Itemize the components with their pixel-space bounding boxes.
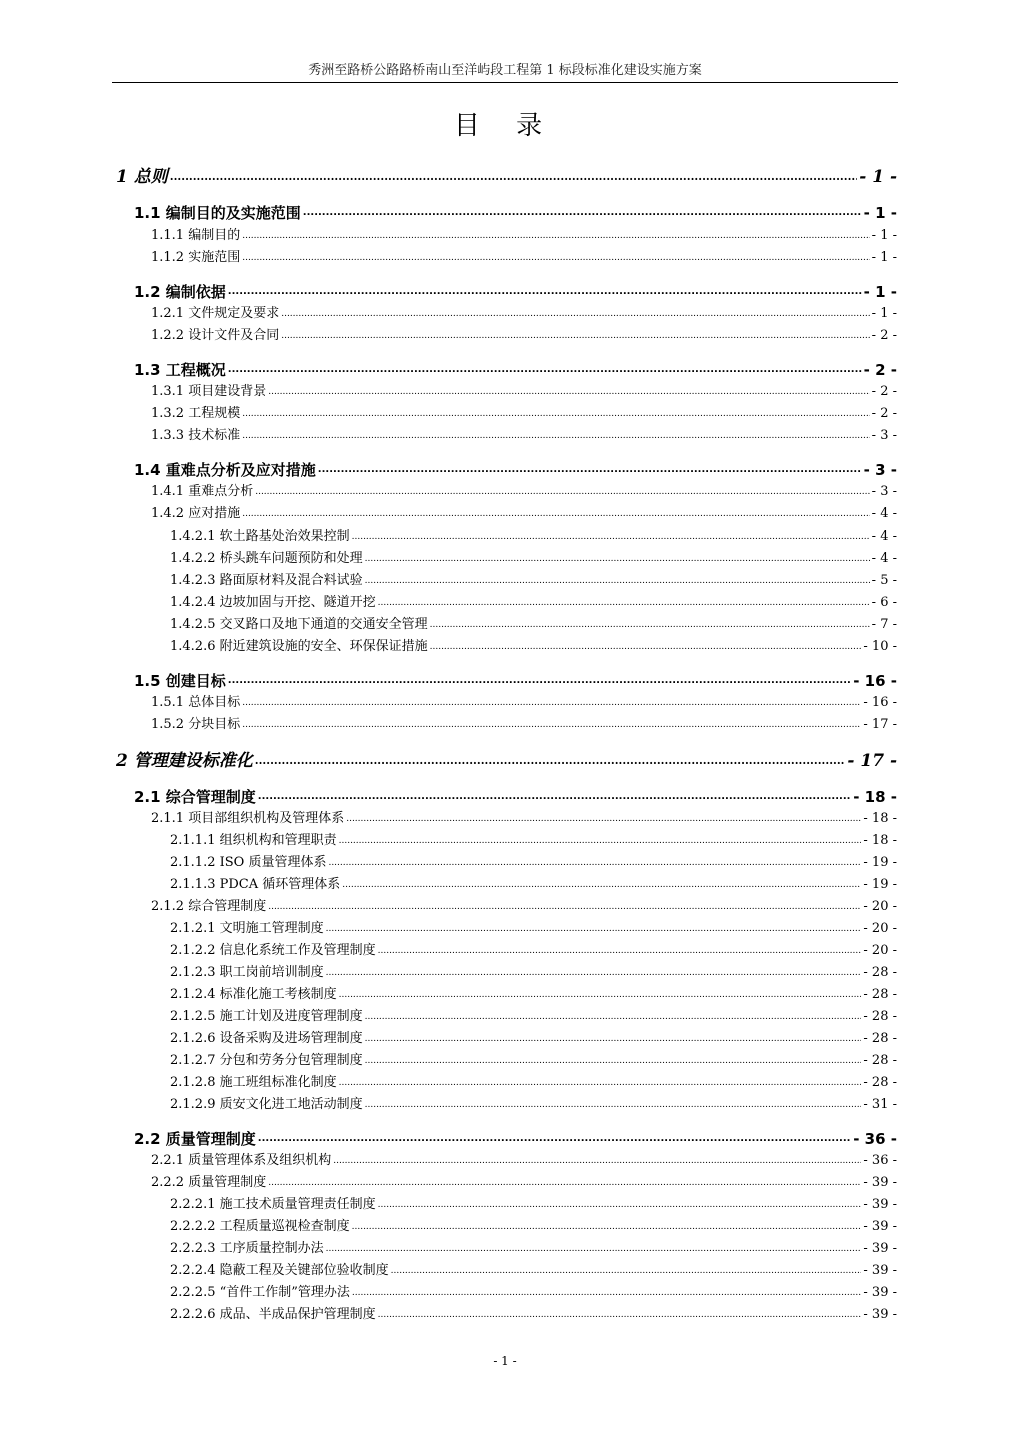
toc-entry[interactable]	[170, 962, 897, 984]
toc-entry-page: - 5 -	[871, 573, 897, 588]
toc-entry-title: 2.1.2.3 职工岗前培训制度	[170, 965, 324, 980]
toc-entry-title: 1.2 编制依据	[134, 283, 226, 301]
toc-entry-page: - 31 -	[863, 1097, 897, 1112]
toc-entry-title: 1.4.2.3 路面原材料及混合料试验	[170, 573, 363, 588]
toc-entry-title: 2.1.2.4 标准化施工考核制度	[170, 987, 337, 1002]
toc-dot-leader	[365, 1050, 862, 1072]
toc-entry-title: 1.1 编制目的及实施范围	[134, 204, 301, 222]
toc-dot-leader	[365, 1028, 862, 1050]
toc-entry-page: - 2 -	[871, 384, 897, 399]
toc-entry[interactable]	[151, 692, 897, 714]
toc-entry-page: - 1 -	[863, 204, 897, 222]
toc-entry-title: 1.4.1 重难点分析	[151, 484, 254, 499]
toc-entry[interactable]	[151, 403, 897, 425]
toc-dot-leader	[242, 403, 869, 425]
toc-entry[interactable]	[151, 896, 897, 918]
toc-entry-page: - 28 -	[863, 987, 897, 1002]
toc-entry-title: 1.5.2 分块目标	[151, 717, 241, 732]
toc-dot-leader	[430, 636, 862, 658]
toc-dot-leader	[242, 714, 861, 736]
toc-entry-title: 1.4.2.2 桥头跳车问题预防和处理	[170, 551, 363, 566]
toc-entry-title: 1.3.1 项目建设背景	[151, 384, 267, 399]
toc-entry[interactable]	[151, 247, 897, 269]
toc-entry[interactable]	[170, 592, 897, 614]
toc-entry-page: - 7 -	[871, 617, 897, 632]
toc-entry[interactable]	[170, 1216, 897, 1238]
toc-entry[interactable]	[151, 225, 897, 247]
toc-entry-title: 2.2.2.6 成品、半成品保护管理制度	[170, 1307, 376, 1322]
toc-entry-title: 2.1.2.5 施工计划及进度管理制度	[170, 1009, 363, 1024]
toc-entry-page: - 17 -	[847, 751, 897, 771]
toc-entry-page: - 19 -	[863, 855, 897, 870]
toc-entry-title: 1.4.2.6 附近建筑设施的安全、环保保证措施	[170, 639, 428, 654]
toc-entry[interactable]	[134, 1128, 897, 1150]
toc-entry-title: 1.5 创建目标	[134, 672, 226, 690]
toc-entry-title: 2.2.2.4 隐蔽工程及关键部位验收制度	[170, 1263, 389, 1278]
toc-entry-page: - 4 -	[871, 506, 897, 521]
toc-dot-leader	[339, 1072, 862, 1094]
toc-entry-title: 2.1.2.2 信息化系统工作及管理制度	[170, 943, 376, 958]
toc-entry-title: 1.4.2.4 边坡加固与开挖、隧道开挖	[170, 595, 376, 610]
toc-entry-title: 2.1.1.3 PDCA 循环管理体系	[170, 877, 341, 892]
toc-entry-page: - 39 -	[863, 1263, 897, 1278]
toc-dot-leader	[242, 225, 869, 247]
toc-entry[interactable]	[170, 1260, 897, 1282]
toc-entry[interactable]	[151, 503, 897, 525]
toc-dot-leader	[281, 325, 869, 347]
toc-entry-title: 2.2.2 质量管理制度	[151, 1175, 267, 1190]
toc-dot-leader	[326, 1238, 862, 1260]
toc-entry-page: - 39 -	[863, 1197, 897, 1212]
toc-entry-page: - 20 -	[863, 899, 897, 914]
toc-entry-page: - 39 -	[863, 1219, 897, 1234]
toc-entry-title: 2.2.2.5 “首件工作制”管理办法	[170, 1285, 350, 1300]
toc-entry[interactable]	[170, 940, 897, 962]
toc-entry-title: 2.1.1 项目部组织机构及管理体系	[151, 811, 345, 826]
toc-entry[interactable]	[170, 636, 897, 658]
toc-dot-leader	[378, 1304, 862, 1326]
toc-entry[interactable]	[134, 670, 897, 692]
toc-dot-leader	[242, 425, 869, 447]
toc-entry-title: 1.2.1 文件规定及要求	[151, 306, 280, 321]
toc-dot-leader	[365, 570, 870, 592]
toc-entry-page: - 1 -	[871, 228, 897, 243]
toc-entry[interactable]	[170, 526, 897, 548]
toc-dot-leader	[352, 1282, 862, 1304]
toc-dot-leader	[228, 281, 862, 303]
toc-dot-leader	[228, 670, 851, 692]
toc-dot-leader	[255, 749, 846, 773]
toc-entry-title: 2.1.1.1 组织机构和管理职责	[170, 833, 337, 848]
toc-entry-title: 2.1.2 综合管理制度	[151, 899, 267, 914]
toc-dot-leader	[303, 202, 862, 224]
toc-entry-page: - 28 -	[863, 1053, 897, 1068]
toc-entry[interactable]	[151, 1172, 897, 1194]
toc-entry-title: 2.2.2.3 工序质量控制办法	[170, 1241, 324, 1256]
toc-dot-leader	[326, 962, 862, 984]
toc-dot-leader	[268, 381, 869, 403]
toc-entry-title: 2.1.2.9 质安文化进工地活动制度	[170, 1097, 363, 1112]
running-header: 秀洲至路桥公路路桥南山至洋屿段工程第 1 标段标准化建设实施方案	[308, 63, 702, 78]
toc-entry-page: - 3 -	[871, 428, 897, 443]
toc-entry-title: 1.4 重难点分析及应对措施	[134, 461, 316, 479]
toc-entry-page: - 1 -	[863, 283, 897, 301]
toc-dot-leader	[365, 548, 870, 570]
toc-dot-leader	[339, 984, 862, 1006]
toc-dot-leader	[258, 786, 851, 808]
toc-entry-title: 2.1 综合管理制度	[134, 788, 256, 806]
toc-entry[interactable]	[134, 786, 897, 808]
toc-entry-title: 2 管理建设标准化	[116, 751, 253, 771]
toc-entry-page: - 4 -	[871, 529, 897, 544]
toc-entry-page: - 18 -	[863, 811, 897, 826]
toc-entry-title: 1.1.2 实施范围	[151, 250, 241, 265]
toc-entry[interactable]	[151, 425, 897, 447]
toc-dot-leader	[339, 830, 862, 852]
toc-entry-title: 1.3 工程概况	[134, 361, 226, 379]
toc-dot-leader	[333, 1150, 861, 1172]
toc-entry-page: - 3 -	[863, 461, 897, 479]
toc-entry-page: - 16 -	[853, 672, 897, 690]
toc-entry-title: 2.1.2.1 文明施工管理制度	[170, 921, 324, 936]
toc-entry[interactable]	[151, 714, 897, 736]
toc-entry-title: 2.2.2.2 工程质量巡视检查制度	[170, 1219, 350, 1234]
toc-entry-title: 2.1.2.8 施工班组标准化制度	[170, 1075, 337, 1090]
toc-entry[interactable]	[170, 1072, 897, 1094]
toc-entry-page: - 28 -	[863, 965, 897, 980]
toc-entry[interactable]	[134, 281, 897, 303]
toc-entry[interactable]	[170, 570, 897, 592]
toc-entry-page: - 17 -	[863, 717, 897, 732]
toc-entry[interactable]	[116, 749, 897, 773]
toc-entry[interactable]	[170, 1282, 897, 1304]
toc-entry-title: 1.3.2 工程规模	[151, 406, 241, 421]
toc-entry[interactable]	[151, 381, 897, 403]
toc-entry[interactable]	[170, 1050, 897, 1072]
toc-entry-title: 2.1.2.7 分包和劳务分包管理制度	[170, 1053, 363, 1068]
header-rule	[112, 82, 898, 83]
toc-entry-page: - 4 -	[871, 551, 897, 566]
toc-entry-page: - 18 -	[863, 833, 897, 848]
toc-entry[interactable]	[170, 1194, 897, 1216]
toc-entry-page: - 28 -	[863, 1009, 897, 1024]
toc-entry-page: - 20 -	[863, 943, 897, 958]
toc-entry-page: - 2 -	[863, 361, 897, 379]
toc-dot-leader	[228, 359, 862, 381]
page-number: - 1 -	[493, 1354, 517, 1368]
toc-entry[interactable]	[151, 325, 897, 347]
toc-entry[interactable]	[151, 481, 897, 503]
toc-entry-page: - 1 -	[871, 306, 897, 321]
toc-entry[interactable]	[151, 808, 897, 830]
toc-dot-leader	[352, 526, 870, 548]
toc-entry-page: - 39 -	[863, 1241, 897, 1256]
toc-entry-title: 1.1.1 编制目的	[151, 228, 241, 243]
toc-title: 目 录	[453, 111, 557, 141]
toc-entry[interactable]	[170, 548, 897, 570]
toc-entry[interactable]	[151, 303, 897, 325]
toc-dot-leader	[281, 303, 869, 325]
toc-entry-title: 2.1.1.2 ISO 质量管理体系	[170, 855, 327, 870]
toc-entry-page: - 39 -	[863, 1307, 897, 1322]
toc-dot-leader	[391, 1260, 862, 1282]
toc-dot-leader	[268, 896, 861, 918]
toc-dot-leader	[378, 592, 870, 614]
toc-dot-leader	[352, 1216, 862, 1238]
toc-entry-page: - 2 -	[871, 406, 897, 421]
toc-entry-title: 2.2.2.1 施工技术质量管理责任制度	[170, 1197, 376, 1212]
toc-entry-title: 2.2.1 质量管理体系及组织机构	[151, 1153, 332, 1168]
toc-entry-title: 2.1.2.6 设备采购及进场管理制度	[170, 1031, 363, 1046]
toc-dot-leader	[255, 481, 869, 503]
toc-entry-title: 1 总则	[116, 167, 168, 187]
toc-dot-leader	[365, 1094, 862, 1116]
toc-entry[interactable]	[170, 1094, 897, 1116]
toc-entry-page: - 28 -	[863, 1075, 897, 1090]
toc-entry-title: 2.2 质量管理制度	[134, 1130, 256, 1148]
toc-entry-page: - 28 -	[863, 1031, 897, 1046]
toc-entry-page: - 3 -	[871, 484, 897, 499]
toc-entry-title: 1.5.1 总体目标	[151, 695, 241, 710]
toc-dot-leader	[378, 940, 862, 962]
toc-dot-leader	[342, 874, 861, 896]
toc-dot-leader	[268, 1172, 861, 1194]
toc-dot-leader	[378, 1194, 862, 1216]
toc-entry-title: 1.4.2 应对措施	[151, 506, 241, 521]
toc-entry-page: - 36 -	[863, 1153, 897, 1168]
toc-entry-page: - 6 -	[871, 595, 897, 610]
toc-dot-leader	[242, 247, 869, 269]
toc-entry[interactable]	[170, 1006, 897, 1028]
toc-entry-page: - 20 -	[863, 921, 897, 936]
toc-dot-leader	[328, 852, 861, 874]
toc-entry-page: - 36 -	[853, 1130, 897, 1148]
toc-entry[interactable]	[170, 1238, 897, 1260]
toc-entry[interactable]	[116, 165, 897, 189]
toc-dot-leader	[346, 808, 861, 830]
toc-entry-title: 1.2.2 设计文件及合同	[151, 328, 280, 343]
toc-entry-page: - 39 -	[863, 1285, 897, 1300]
toc-dot-leader	[318, 459, 862, 481]
toc-entry-page: - 2 -	[871, 328, 897, 343]
toc-entry-page: - 10 -	[863, 639, 897, 654]
toc-dot-leader	[430, 614, 870, 636]
toc-entry-title: 1.3.3 技术标准	[151, 428, 241, 443]
toc-entry[interactable]	[134, 202, 897, 224]
toc-dot-leader	[258, 1128, 851, 1150]
toc-dot-leader	[170, 165, 857, 189]
toc-dot-leader	[365, 1006, 862, 1028]
toc-entry[interactable]	[170, 1304, 897, 1326]
toc-dot-leader	[326, 918, 862, 940]
toc-entry[interactable]	[170, 1028, 897, 1050]
toc-entry-page: - 16 -	[863, 695, 897, 710]
toc-entry-page: - 18 -	[853, 788, 897, 806]
toc-entry[interactable]	[170, 830, 897, 852]
toc-entry[interactable]	[170, 918, 897, 940]
toc-entry-title: 1.4.2.5 交叉路口及地下通道的交通安全管理	[170, 617, 428, 632]
toc-entry-page: - 1 -	[871, 250, 897, 265]
toc-entry[interactable]	[170, 614, 897, 636]
toc-entry[interactable]	[170, 984, 897, 1006]
toc-entry[interactable]	[151, 1150, 897, 1172]
toc-entry-page: - 1 -	[859, 167, 897, 187]
toc-entry[interactable]	[170, 874, 897, 896]
toc-entry[interactable]	[170, 852, 897, 874]
toc-dot-leader	[242, 692, 861, 714]
toc-entry-page: - 39 -	[863, 1175, 897, 1190]
toc-dot-leader	[242, 503, 869, 525]
toc-entry[interactable]	[134, 359, 897, 381]
toc-entry[interactable]	[134, 459, 897, 481]
toc-entry-page: - 19 -	[863, 877, 897, 892]
toc-entry-title: 1.4.2.1 软土路基处治效果控制	[170, 529, 350, 544]
